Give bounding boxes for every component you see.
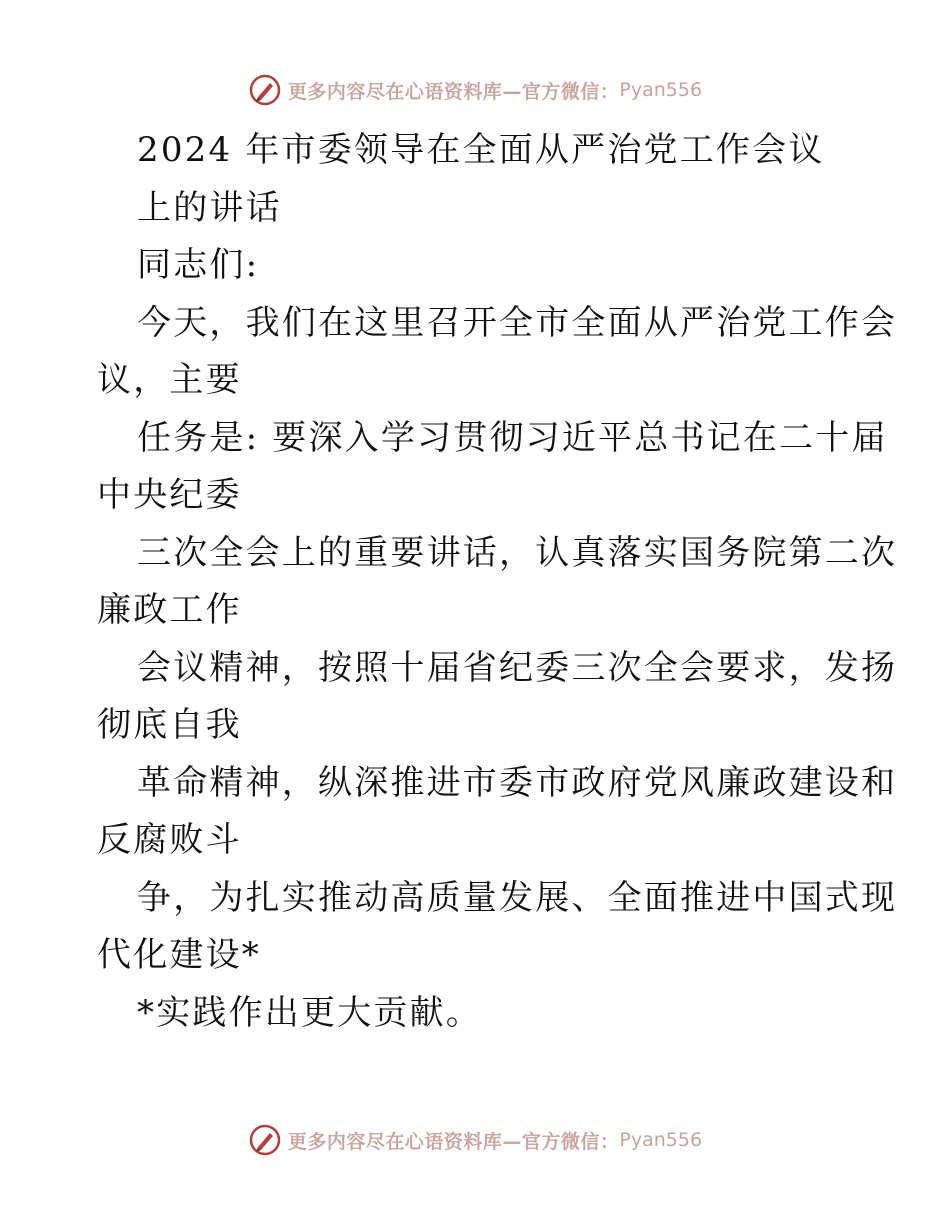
text-line: 中央纪委 [97,475,242,515]
watermark-text: 更多内容尽在心语资料库—官方微信： [287,1130,620,1153]
text-line: 会议精神，按照十届省纪委三次全会要求，发扬 [137,647,898,688]
text-line: 反腐败斗 [97,820,242,860]
text-line: 彻底自我 [97,705,242,745]
watermark-bottom [0,1120,950,1160]
text-line: 今天，我们在这里召开全市全面从严治党工作会 [137,302,898,343]
watermark-text: 更多内容尽在心语资料库—官方微信： [287,80,620,103]
document-body [97,122,898,1042]
pen-logo-icon [248,1123,282,1157]
text-line: 争，为扎实推动高质量发展、全面推进中国式现 [137,877,898,918]
text-line: 议，主要 [97,360,242,400]
pen-logo-icon [248,73,282,107]
text-line: 上的讲话 [137,187,282,228]
text-line: 革命精神，纵深推进市委市政府党风廉政建设和 [137,762,898,803]
text-line: 廉政工作 [97,590,242,630]
text-line: 同志们: [137,245,260,285]
text-line: 三次全会上的重要讲话，认真落实国务院第二次 [137,532,898,573]
text-line: 2024 年市委领导在全面从严治党工作会议 [137,130,825,170]
watermark-wechat-id: Pyan556 [619,1129,703,1151]
watermark-wechat-id: Pyan556 [619,79,703,101]
watermark-top [0,70,950,110]
text-line: 代化建设* [97,935,261,975]
text-line: *实践作出更大贡献。 [137,992,482,1033]
text-line: 任务是: 要深入学习贯彻习近平总书记在二十届 [137,417,888,458]
